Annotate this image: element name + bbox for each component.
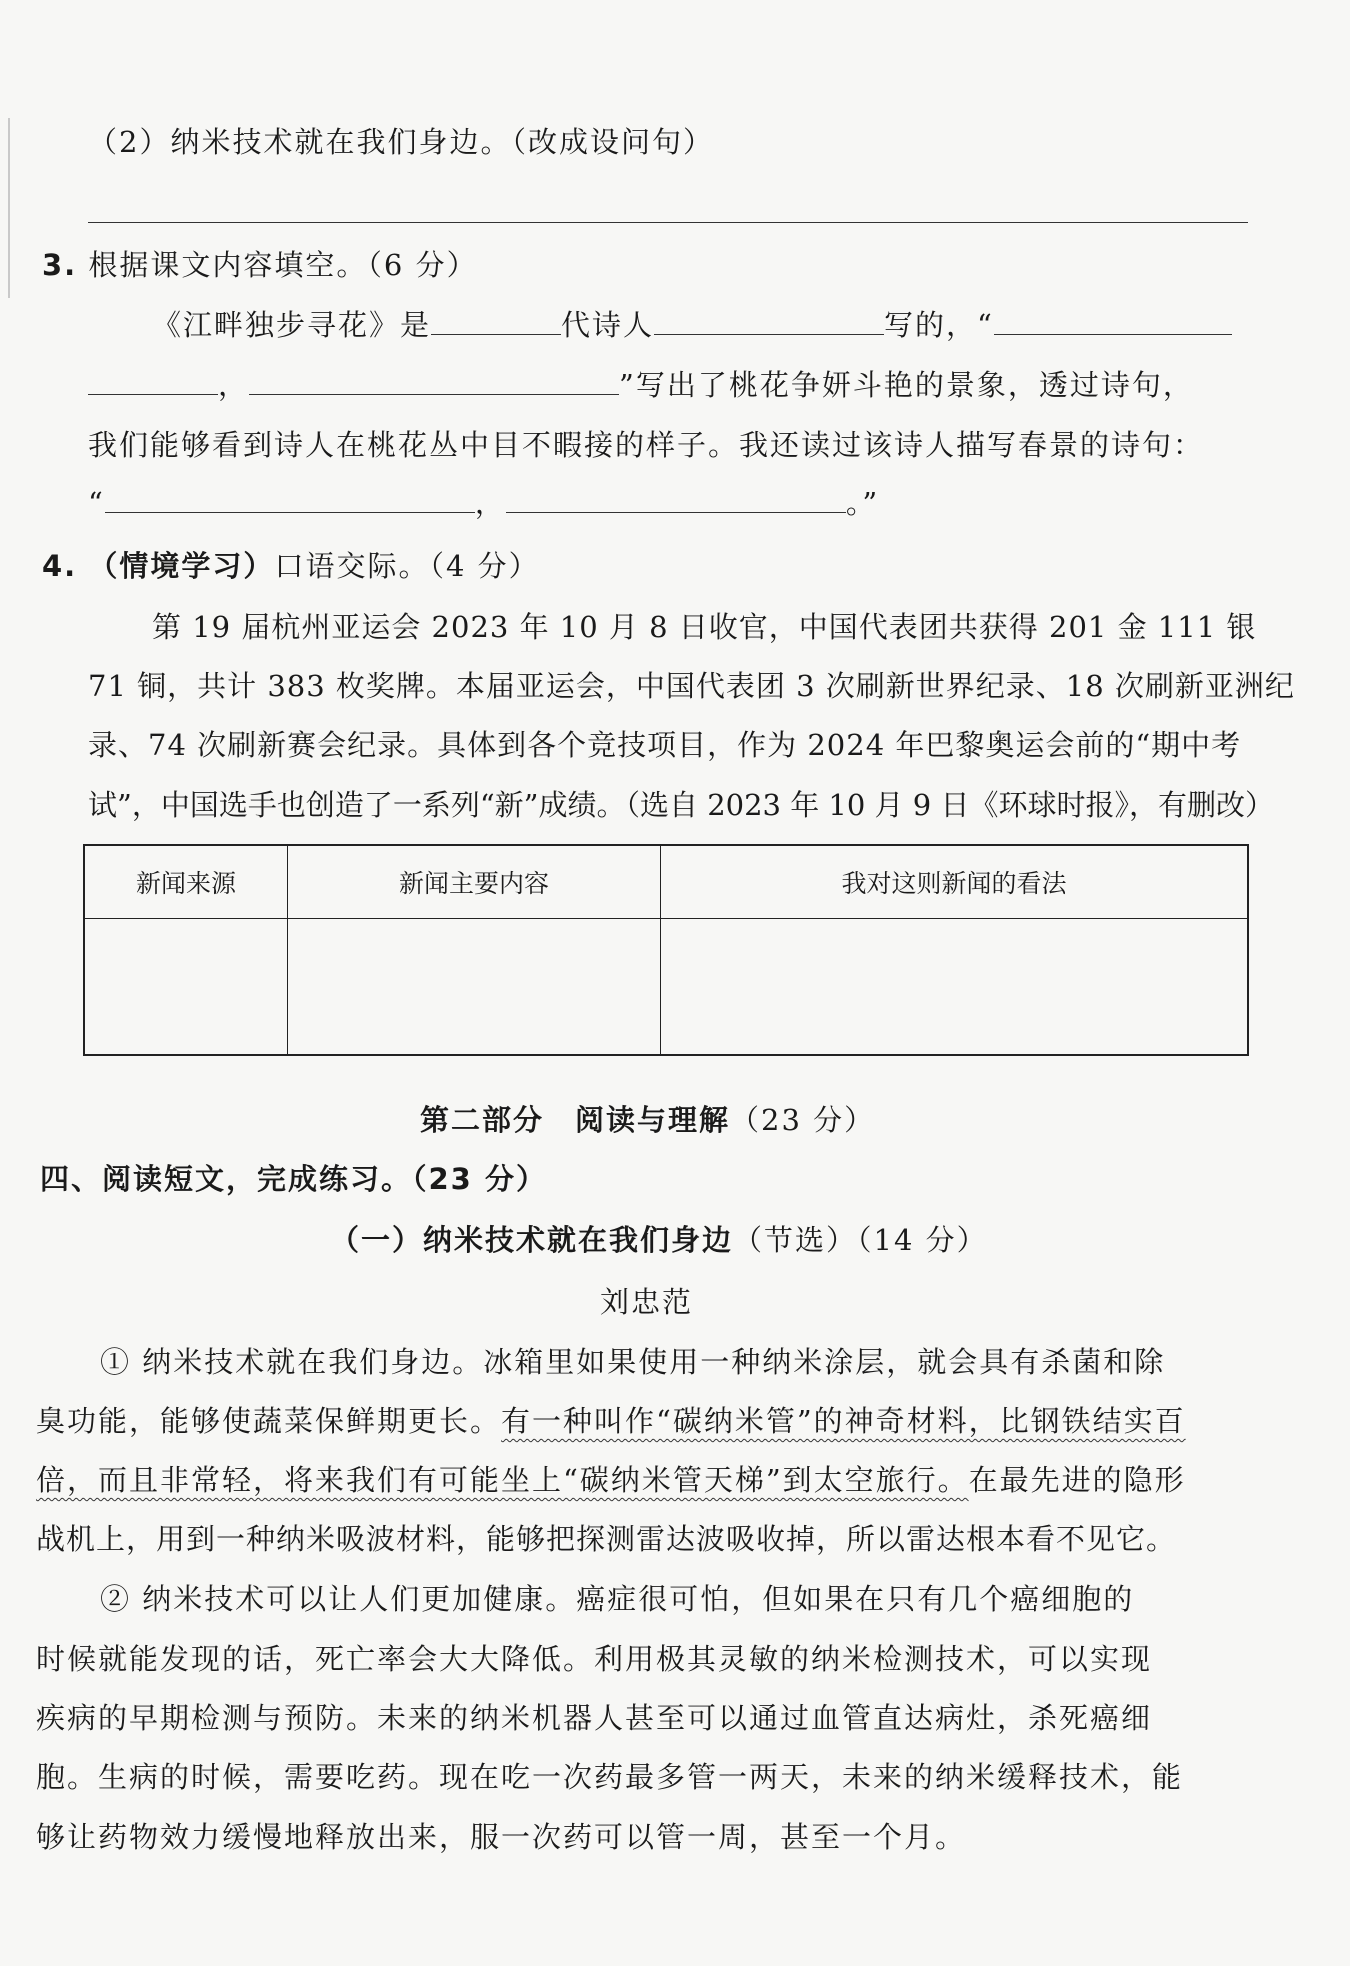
q3-comma: ， — [218, 368, 250, 402]
q3-quote-open: “ — [88, 486, 105, 520]
passage-author: 刘忠范 — [600, 1285, 694, 1319]
answer-cell-opinion[interactable] — [661, 919, 1249, 1056]
q3-text-a: 《江畔独步寻花》是 — [152, 308, 432, 342]
question-4-para-line-3: 录、74 次刷新赛会纪录。具体到各个竞技项目，作为 2024 年巴黎奥运会前的“期中考 — [88, 728, 1242, 762]
answer-cell-content[interactable] — [288, 919, 661, 1056]
question-3-line-4 — [88, 481, 879, 522]
q3-text-c: 写的，“ — [884, 308, 994, 342]
binding-margin-line — [8, 118, 10, 298]
passage-p2-line-2: 时候就能发现的话，死亡率会大大降低。利用极其灵敏的纳米检测技术，可以实现 — [36, 1642, 1153, 1676]
part-2-heading — [420, 1098, 875, 1139]
passage-p2-line-5: 够让药物效力缓慢地释放出来，服一次药可以管一周，甚至一个月。 — [36, 1820, 967, 1854]
q3-text-d: ”写出了桃花争妍斗艳的景象，透过诗句， — [619, 368, 1194, 402]
p1-l3-plain: 在最先进的隐形 — [968, 1463, 1186, 1497]
question-4-para-line-4: 试”，中国选手也创造了一系列“新”成绩。（选自 2023 年 10 月 9 日《环球时报》，有删改） — [88, 788, 1274, 822]
answer-cell-source[interactable] — [84, 919, 288, 1056]
passage-p1-line-4: 战机上，用到一种纳米吸波材料，能够把探测雷达波吸收掉，所以雷达根本看不见它。 — [36, 1522, 1177, 1556]
passage-p2-line-1: ② 纳米技术可以让人们更加健康。癌症很可怕，但如果在只有几个癌细胞的 — [100, 1582, 1135, 1616]
passage-title-suffix: （节选）（14 分） — [733, 1223, 988, 1257]
question-4-para-line-1: 第 19 届杭州亚运会 2023 年 10 月 8 日收官，中国代表团共获得 201 金 111 银 — [152, 610, 1257, 644]
passage-p2-line-4: 胞。生病的时候，需要吃药。现在吃一次药最多管一两天，未来的纳米缓释技术，能 — [36, 1760, 1184, 1794]
question-4-tag: （情境学习） — [88, 549, 275, 583]
question-3-line-3: 我们能够看到诗人在桃花丛中目不暇接的样子。我还读过该诗人描写春景的诗句： — [88, 428, 1205, 462]
header-news-content: 新闻主要内容 — [288, 845, 661, 919]
question-3-title: 根据课文内容填空。（6 分） — [88, 248, 478, 282]
blank-poet[interactable] — [654, 310, 884, 335]
q3-text-b: 代诗人 — [561, 308, 655, 342]
question-2-2: （2）纳米技术就在我们身边。（改成设问句） — [88, 125, 714, 159]
news-response-table — [83, 844, 1249, 1056]
question-3-line-1 — [152, 303, 1232, 344]
p1-l2-wavy-underlined: 有一种叫作“碳纳米管”的神奇材料，比钢铁结实百 — [501, 1404, 1186, 1438]
blank-dynasty[interactable] — [431, 310, 561, 335]
passage-p1-line-2 — [36, 1399, 1186, 1440]
passage-title-line — [330, 1218, 988, 1259]
question-3-heading — [42, 243, 478, 284]
answer-line-q2-2[interactable] — [88, 222, 1248, 223]
header-news-source: 新闻来源 — [84, 845, 288, 919]
p1-l2-plain: 臭功能，能够使蔬菜保鲜期更长。 — [36, 1404, 502, 1438]
passage-title: （一）纳米技术就在我们身边 — [330, 1223, 734, 1257]
question-4-title: 口语交际。（4 分） — [274, 549, 540, 583]
header-my-opinion: 我对这则新闻的看法 — [661, 845, 1249, 919]
question-4-para-line-2: 71 铜，共计 383 枚奖牌。本届亚运会，中国代表团 3 次刷新世界纪录、18 次刷新亚洲纪 — [88, 669, 1295, 703]
part-2-title: 第二部分 阅读与理解 — [420, 1103, 731, 1137]
question-3-number: 3. — [42, 248, 78, 282]
blank-verse-2[interactable] — [249, 370, 619, 395]
passage-p2-line-3: 疾病的早期检测与预防。未来的纳米机器人甚至可以通过血管直达病灶，杀死癌细 — [36, 1701, 1153, 1735]
blank-verse-1a[interactable] — [994, 310, 1232, 335]
blank-verse-1b[interactable] — [88, 370, 218, 395]
q3-quote-close: 。” — [845, 486, 880, 520]
passage-p1-line-1: ① 纳米技术就在我们身边。冰箱里如果使用一种纳米涂层，就会具有杀菌和除 — [100, 1345, 1166, 1379]
table-header-row — [84, 845, 1248, 919]
part-2-score: （23 分） — [730, 1103, 876, 1137]
blank-spring-verse-1[interactable] — [105, 488, 475, 513]
section-4-title: 四、阅读短文，完成练习。（23 分） — [40, 1162, 547, 1196]
question-4-number: 4. — [42, 549, 78, 583]
question-4-heading — [42, 544, 540, 585]
q3-comma-2: ， — [474, 486, 506, 520]
p1-l3-wavy-underlined: 倍，而且非常轻，将来我们有可能坐上“碳纳米管天梯”到太空旅行。 — [36, 1463, 969, 1497]
passage-p1-line-3 — [36, 1458, 1186, 1499]
question-3-line-2 — [88, 363, 1194, 404]
blank-spring-verse-2[interactable] — [506, 488, 846, 513]
table-answer-row — [84, 919, 1248, 1056]
